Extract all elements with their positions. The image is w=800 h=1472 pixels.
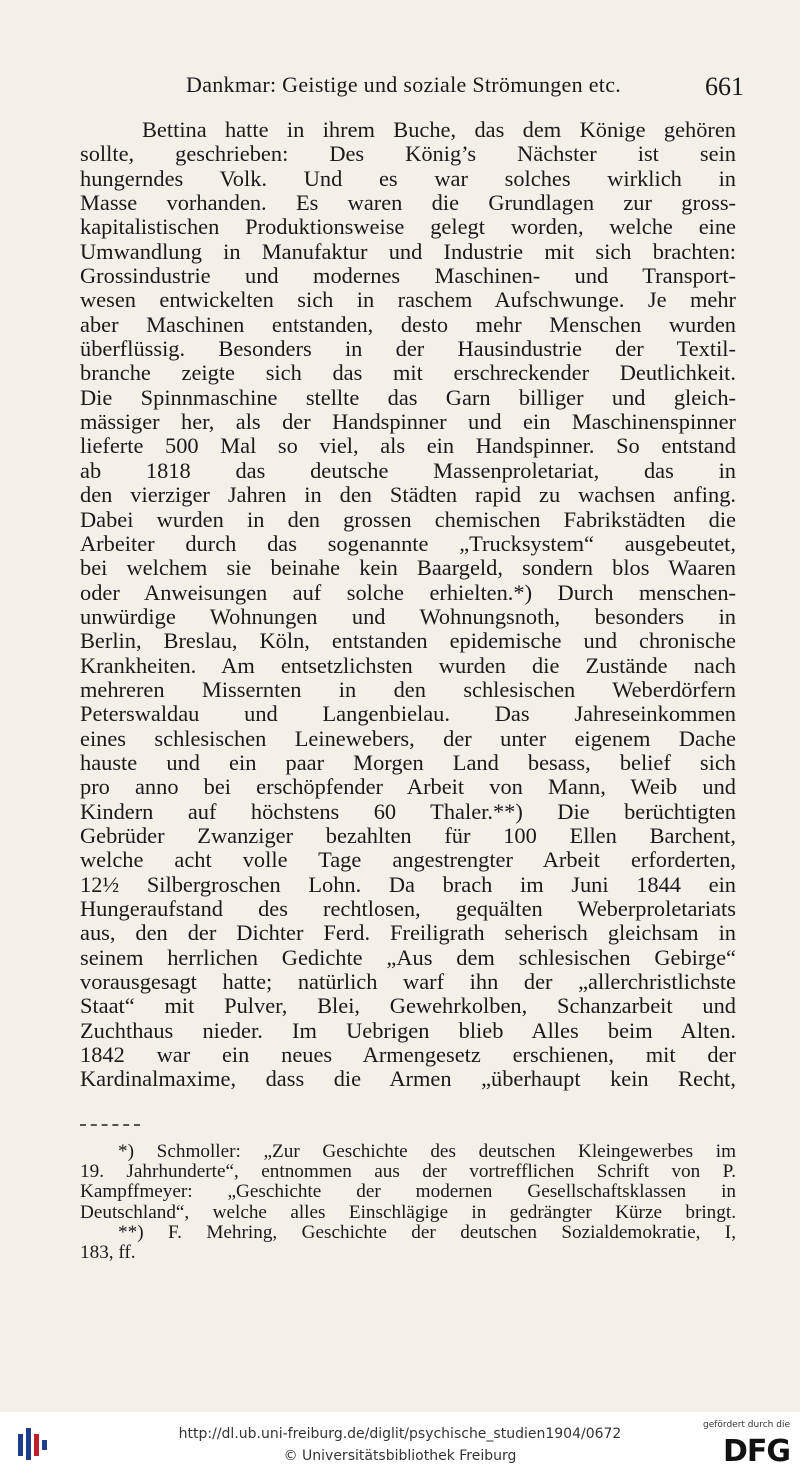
text-line: wesen entwickelten sich in raschem Aufschwunge. Je mehr xyxy=(80,288,736,313)
text-line: branche zeigte sich das mit erschreckender Deutlichkeit. xyxy=(80,361,736,386)
text-line: vorausgesagt hatte; natürlich warf ihn der „allerchristlichste xyxy=(80,970,736,995)
dfg-mark: DFG xyxy=(722,1434,790,1469)
text-line: 1842 war ein neues Armengesetz erschienen, mit der xyxy=(80,1043,736,1068)
footnote-line: Kampffmeyer: „Geschichte der modernen Gesellschaftsklassen in xyxy=(80,1182,736,1203)
footnote-line: *) Schmoller: „Zur Geschichte des deutschen Kleingewerbes im xyxy=(118,1142,736,1162)
text-line: Hungeraufstand des rechtlosen, gequälten Weberproletariats xyxy=(80,897,736,921)
text-line: Die Spinnmaschine stellte das Garn billiger und gleich- xyxy=(80,385,736,410)
text-line: unwürdige Wohnungen und Wohnungsnoth, besonders in xyxy=(80,604,736,629)
footnote-line: 183, ff. xyxy=(80,1242,136,1263)
running-title: Dankmar: Geistige und soziale Strömungen etc. xyxy=(186,72,622,97)
text-line: pro anno bei erschöpfender Arbeit von Mann, Weib und xyxy=(80,775,736,800)
text-line: bei welchem sie beinahe kein Baargeld, sondern blos Waaren xyxy=(80,556,736,581)
text-line: Bettina hatte in ihrem Buche, das dem Könige gehören xyxy=(142,118,736,142)
dfg-caption: gefördert durch die xyxy=(703,1420,790,1430)
text-line: Staat“ mit Pulver, Blei, Gewehrkolben, Schanzarbeit und xyxy=(80,994,736,1019)
text-line: welche acht volle Tage angestrengter Arbeit erforderten, xyxy=(80,848,736,873)
footnote-separator xyxy=(80,1124,140,1126)
text-line: Dabei wurden in den grossen chemischen Fabrikstädten die xyxy=(80,507,736,532)
text-line: sollte, geschrieben: Des König’s Nächster ist sein xyxy=(80,142,736,167)
footnotes xyxy=(80,1142,736,1263)
text-line: hauste und ein paar Morgen Land besass, belief sich xyxy=(80,750,736,775)
text-line: aber Maschinen entstanden, desto mehr Menschen wurden xyxy=(80,312,736,337)
text-line: Grossindustrie und modernes Maschinen- und Transport- xyxy=(80,264,736,289)
text-line: Krankheiten. Am entsetzlichsten wurden die Zustände nach xyxy=(80,653,736,678)
text-line: den vierziger Jahren in den Städten rapid zu wachsen anfing. xyxy=(80,483,736,508)
text-line: 12½ Silbergroschen Lohn. Da brach im Juni 1844 ein xyxy=(80,872,736,897)
text-line: Umwandlung in Manufaktur und Industrie mit sich brachten: xyxy=(80,239,736,264)
text-line: aus, den der Dichter Ferd. Freiligrath seherisch gleichsam in xyxy=(80,921,736,946)
text-line: kapitalistischen Produktionsweise gelegt worden, welche eine xyxy=(80,215,736,240)
footnote-line: 19. Jahrhunderte“, entnommen aus der vortrefflichen Schrift von P. xyxy=(80,1162,736,1183)
text-line: Berlin, Breslau, Köln, entstanden epidemische und chronische xyxy=(80,629,736,654)
page-number: 661 xyxy=(705,72,744,101)
text-line: Zuchthaus nieder. Im Uebrigen blieb Alles beim Alten. xyxy=(80,1018,736,1043)
text-line: mässiger her, als der Handspinner und ein Maschinenspinner xyxy=(80,410,736,435)
source-url-link[interactable]: http://dl.ub.uni-freiburg.de/diglit/psychische_studien1904/0672 xyxy=(178,1426,622,1442)
text-line: seinem herrlichen Gedichte „Aus dem schlesischen Gebirge“ xyxy=(80,945,736,970)
text-line: Kardinalmaxime, dass die Armen „überhaupt kein Recht, xyxy=(80,1067,736,1092)
text-line: ab 1818 das deutsche Massenproletariat, das in xyxy=(80,458,736,483)
body-text xyxy=(80,118,736,1092)
text-line: mehreren Missernten in den schlesischen Weberdörfern xyxy=(80,677,736,702)
text-line: oder Anweisungen auf solche erhielten.*) Durch menschen- xyxy=(80,580,736,605)
text-line: hungerndes Volk. Und es war solches wirklich in xyxy=(80,166,736,191)
text-line: Masse vorhanden. Es waren die Grundlagen zur gross- xyxy=(80,191,736,216)
text-line: eines schlesischen Leinewebers, der unter eigenem Dache xyxy=(80,726,736,751)
text-line: lieferte 500 Mal so viel, als ein Handspinner. So entstand xyxy=(80,434,736,459)
page-header xyxy=(78,72,744,104)
text-line: Arbeiter durch das sogenannte „Trucksystem“ ausgebeutet, xyxy=(80,531,736,556)
text-line: Peterswaldau und Langenbielau. Das Jahreseinkommen xyxy=(80,702,736,727)
viewer-footer xyxy=(0,1412,800,1472)
dfg-logo xyxy=(703,1420,790,1469)
text-line: Gebrüder Zwanziger bezahlten für 100 Ellen Barchent, xyxy=(80,823,736,848)
text-line: überflüssig. Besonders in der Hausindustrie der Textil- xyxy=(80,337,736,362)
footnote-line: **) F. Mehring, Geschichte der deutschen Sozialdemokratie, I, xyxy=(118,1222,736,1243)
text-line: Kindern auf höchstens 60 Thaler.**) Die berüchtigten xyxy=(80,799,736,824)
copyright-text: © Universitätsbibliothek Freiburg xyxy=(283,1448,517,1464)
footnote-line: Deutschland“, welche alles Einschlägige in gedrängter Kürze bringt. xyxy=(80,1202,736,1223)
